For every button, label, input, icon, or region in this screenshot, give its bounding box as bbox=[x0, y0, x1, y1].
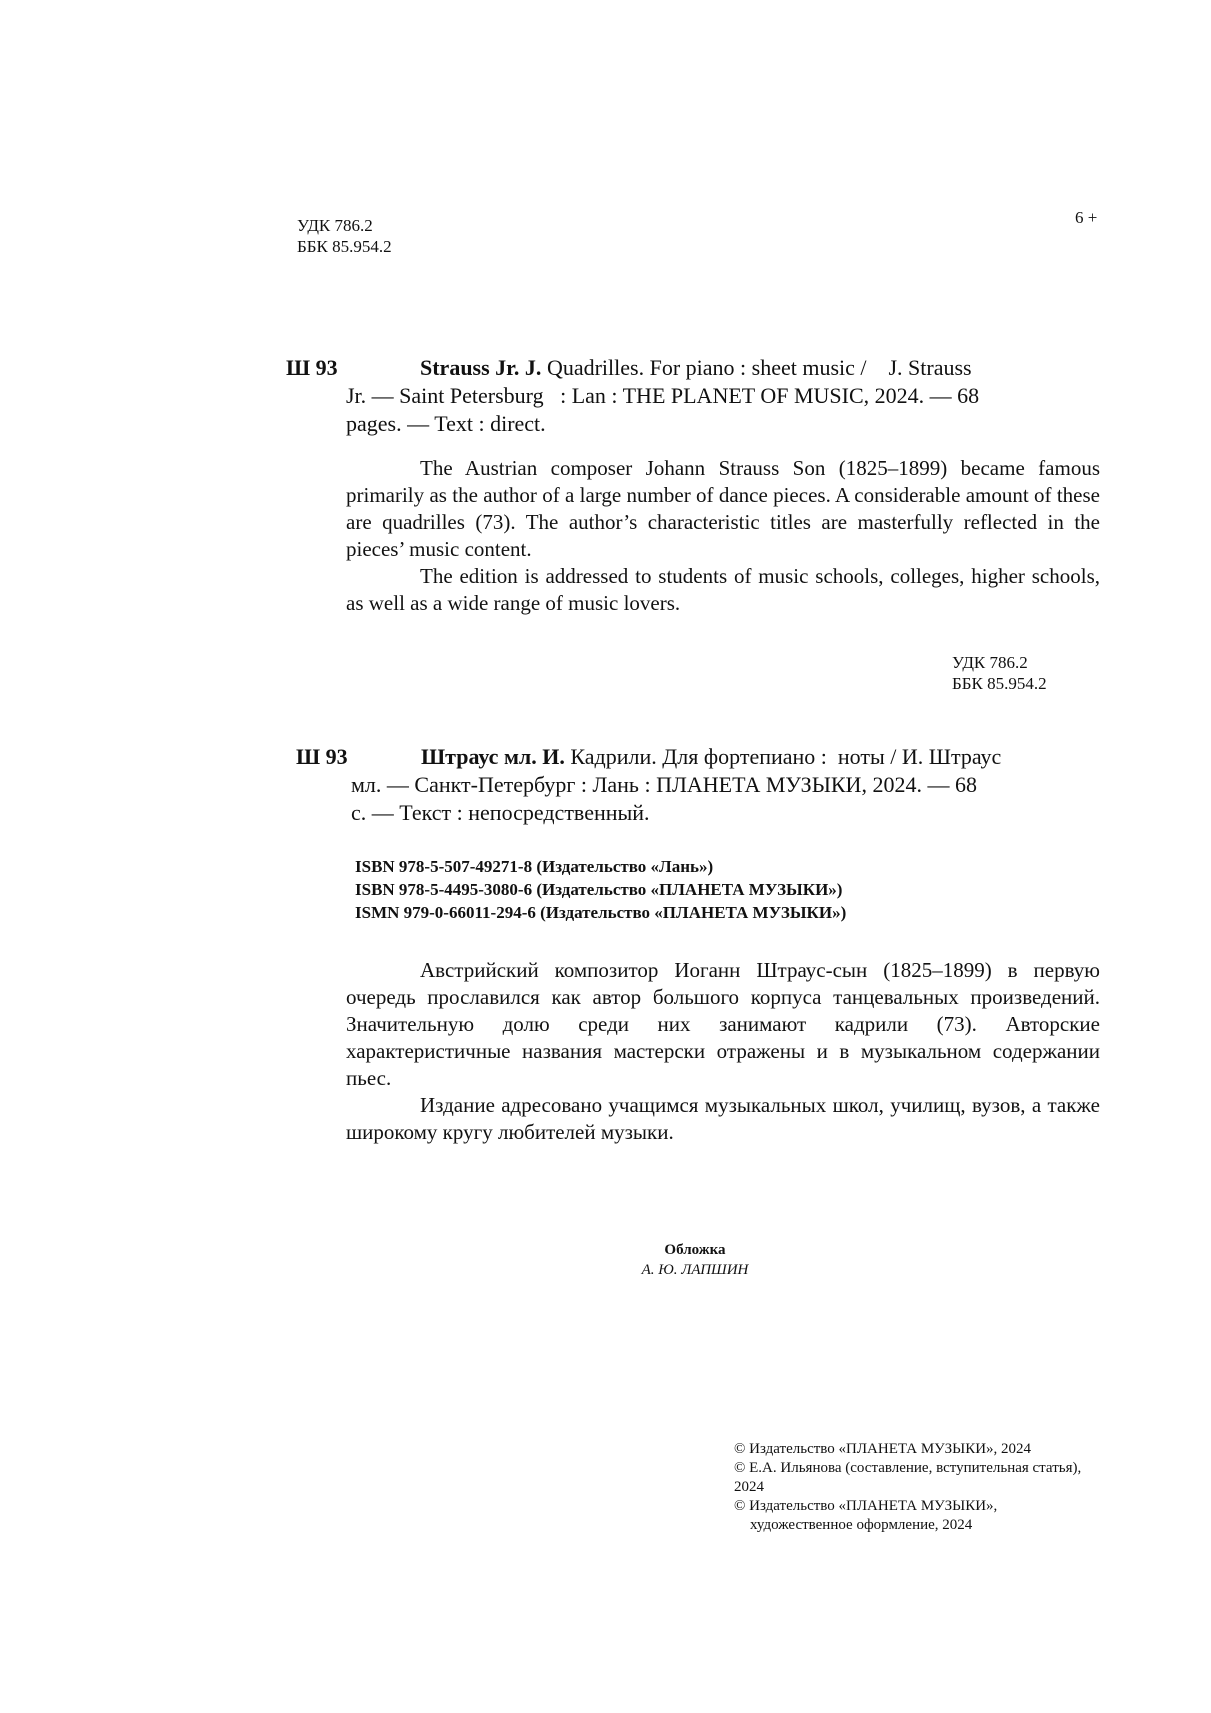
author-mark: Ш 93 bbox=[296, 744, 348, 769]
entry-title: Кадрили. Для фортепиано : ноты / И. Штраус bbox=[570, 744, 1002, 769]
copyright-line: художественное оформление, 2024 bbox=[750, 1517, 973, 1533]
classification-block-mid bbox=[952, 652, 1047, 694]
copyright-line: © Е.А. Ильянова (составление, вступительная статья), 2024 bbox=[734, 1460, 1082, 1495]
isbn-line: ISBN 978-5-4495-3080-6 (Издательство «ПЛАНЕТА МУЗЫКИ») bbox=[355, 880, 843, 899]
classification-block-top bbox=[297, 215, 392, 257]
cover-designer: А. Ю. ЛАПШИН bbox=[641, 1262, 749, 1278]
copyright-line: © Издательство «ПЛАНЕТА МУЗЫКИ», bbox=[734, 1498, 998, 1514]
english-abstract bbox=[346, 455, 1100, 617]
abstract-paragraph: The Austrian composer Johann Strauss Son (1825–1899) became famous primarily as the author of a large number of dance pieces. A considerable amount of these are quadrilles (73). The author’s characteristic titles are masterfully reflected in the pieces’ music content. bbox=[346, 456, 1100, 561]
bbk-code: ББК 85.954.2 bbox=[952, 674, 1047, 693]
copyright-block bbox=[734, 1440, 1094, 1535]
age-rating: 6 + bbox=[1075, 208, 1098, 227]
entry-line: мл. — Санкт-Петербург : Лань : ПЛАНЕТА МУЗЫКИ, 2024. — 68 bbox=[351, 772, 977, 797]
abstract-paragraph: Австрийский композитор Иоганн Штраус-сын (1825–1899) в первую очередь прославился как автор большого корпуса танцевальных произведений. Значительную долю среди них занимают кадрили (73). Авторские характеристичные названия мастерски отражены и в музыкальном содержании пьес. bbox=[346, 958, 1100, 1090]
entry-text bbox=[346, 354, 1090, 438]
cover-label: Обложка bbox=[664, 1242, 726, 1258]
russian-abstract bbox=[346, 957, 1100, 1146]
abstract-paragraph: The edition is addressed to students of music schools, colleges, higher schools, as well as a wide range of music lovers. bbox=[346, 564, 1100, 615]
abstract-paragraph: Издание адресовано учащимся музыкальных школ, училищ, вузов, а также широкому кругу любителей музыки. bbox=[346, 1093, 1100, 1144]
copyright-line: © Издательство «ПЛАНЕТА МУЗЫКИ», 2024 bbox=[734, 1441, 1032, 1457]
entry-line: с. — Текст : непосредственный. bbox=[351, 800, 650, 825]
isbn-line: ISBN 978-5-507-49271-8 (Издательство «Лань») bbox=[355, 857, 714, 876]
cover-credit bbox=[560, 1240, 830, 1280]
author-mark: Ш 93 bbox=[286, 355, 338, 380]
bbk-code: ББК 85.954.2 bbox=[297, 237, 392, 256]
entry-line: Jr. — Saint Petersburg : Lan : THE PLANET OF MUSIC, 2024. — 68 bbox=[346, 383, 980, 408]
isbn-block bbox=[355, 855, 846, 924]
author-name: Штраус мл. И. bbox=[421, 744, 565, 769]
entry-line: pages. — Text : direct. bbox=[346, 411, 546, 436]
author-name: Strauss Jr. J. bbox=[420, 355, 542, 380]
ismn-line: ISMN 979-0-66011-294-6 (Издательство «ПЛАНЕТА МУЗЫКИ») bbox=[355, 903, 847, 922]
udk-code: УДК 786.2 bbox=[952, 653, 1028, 672]
entry-text bbox=[351, 743, 1090, 827]
udk-code: УДК 786.2 bbox=[297, 216, 373, 235]
entry-title: Quadrilles. For piano : sheet music / J. Strauss bbox=[546, 355, 972, 380]
